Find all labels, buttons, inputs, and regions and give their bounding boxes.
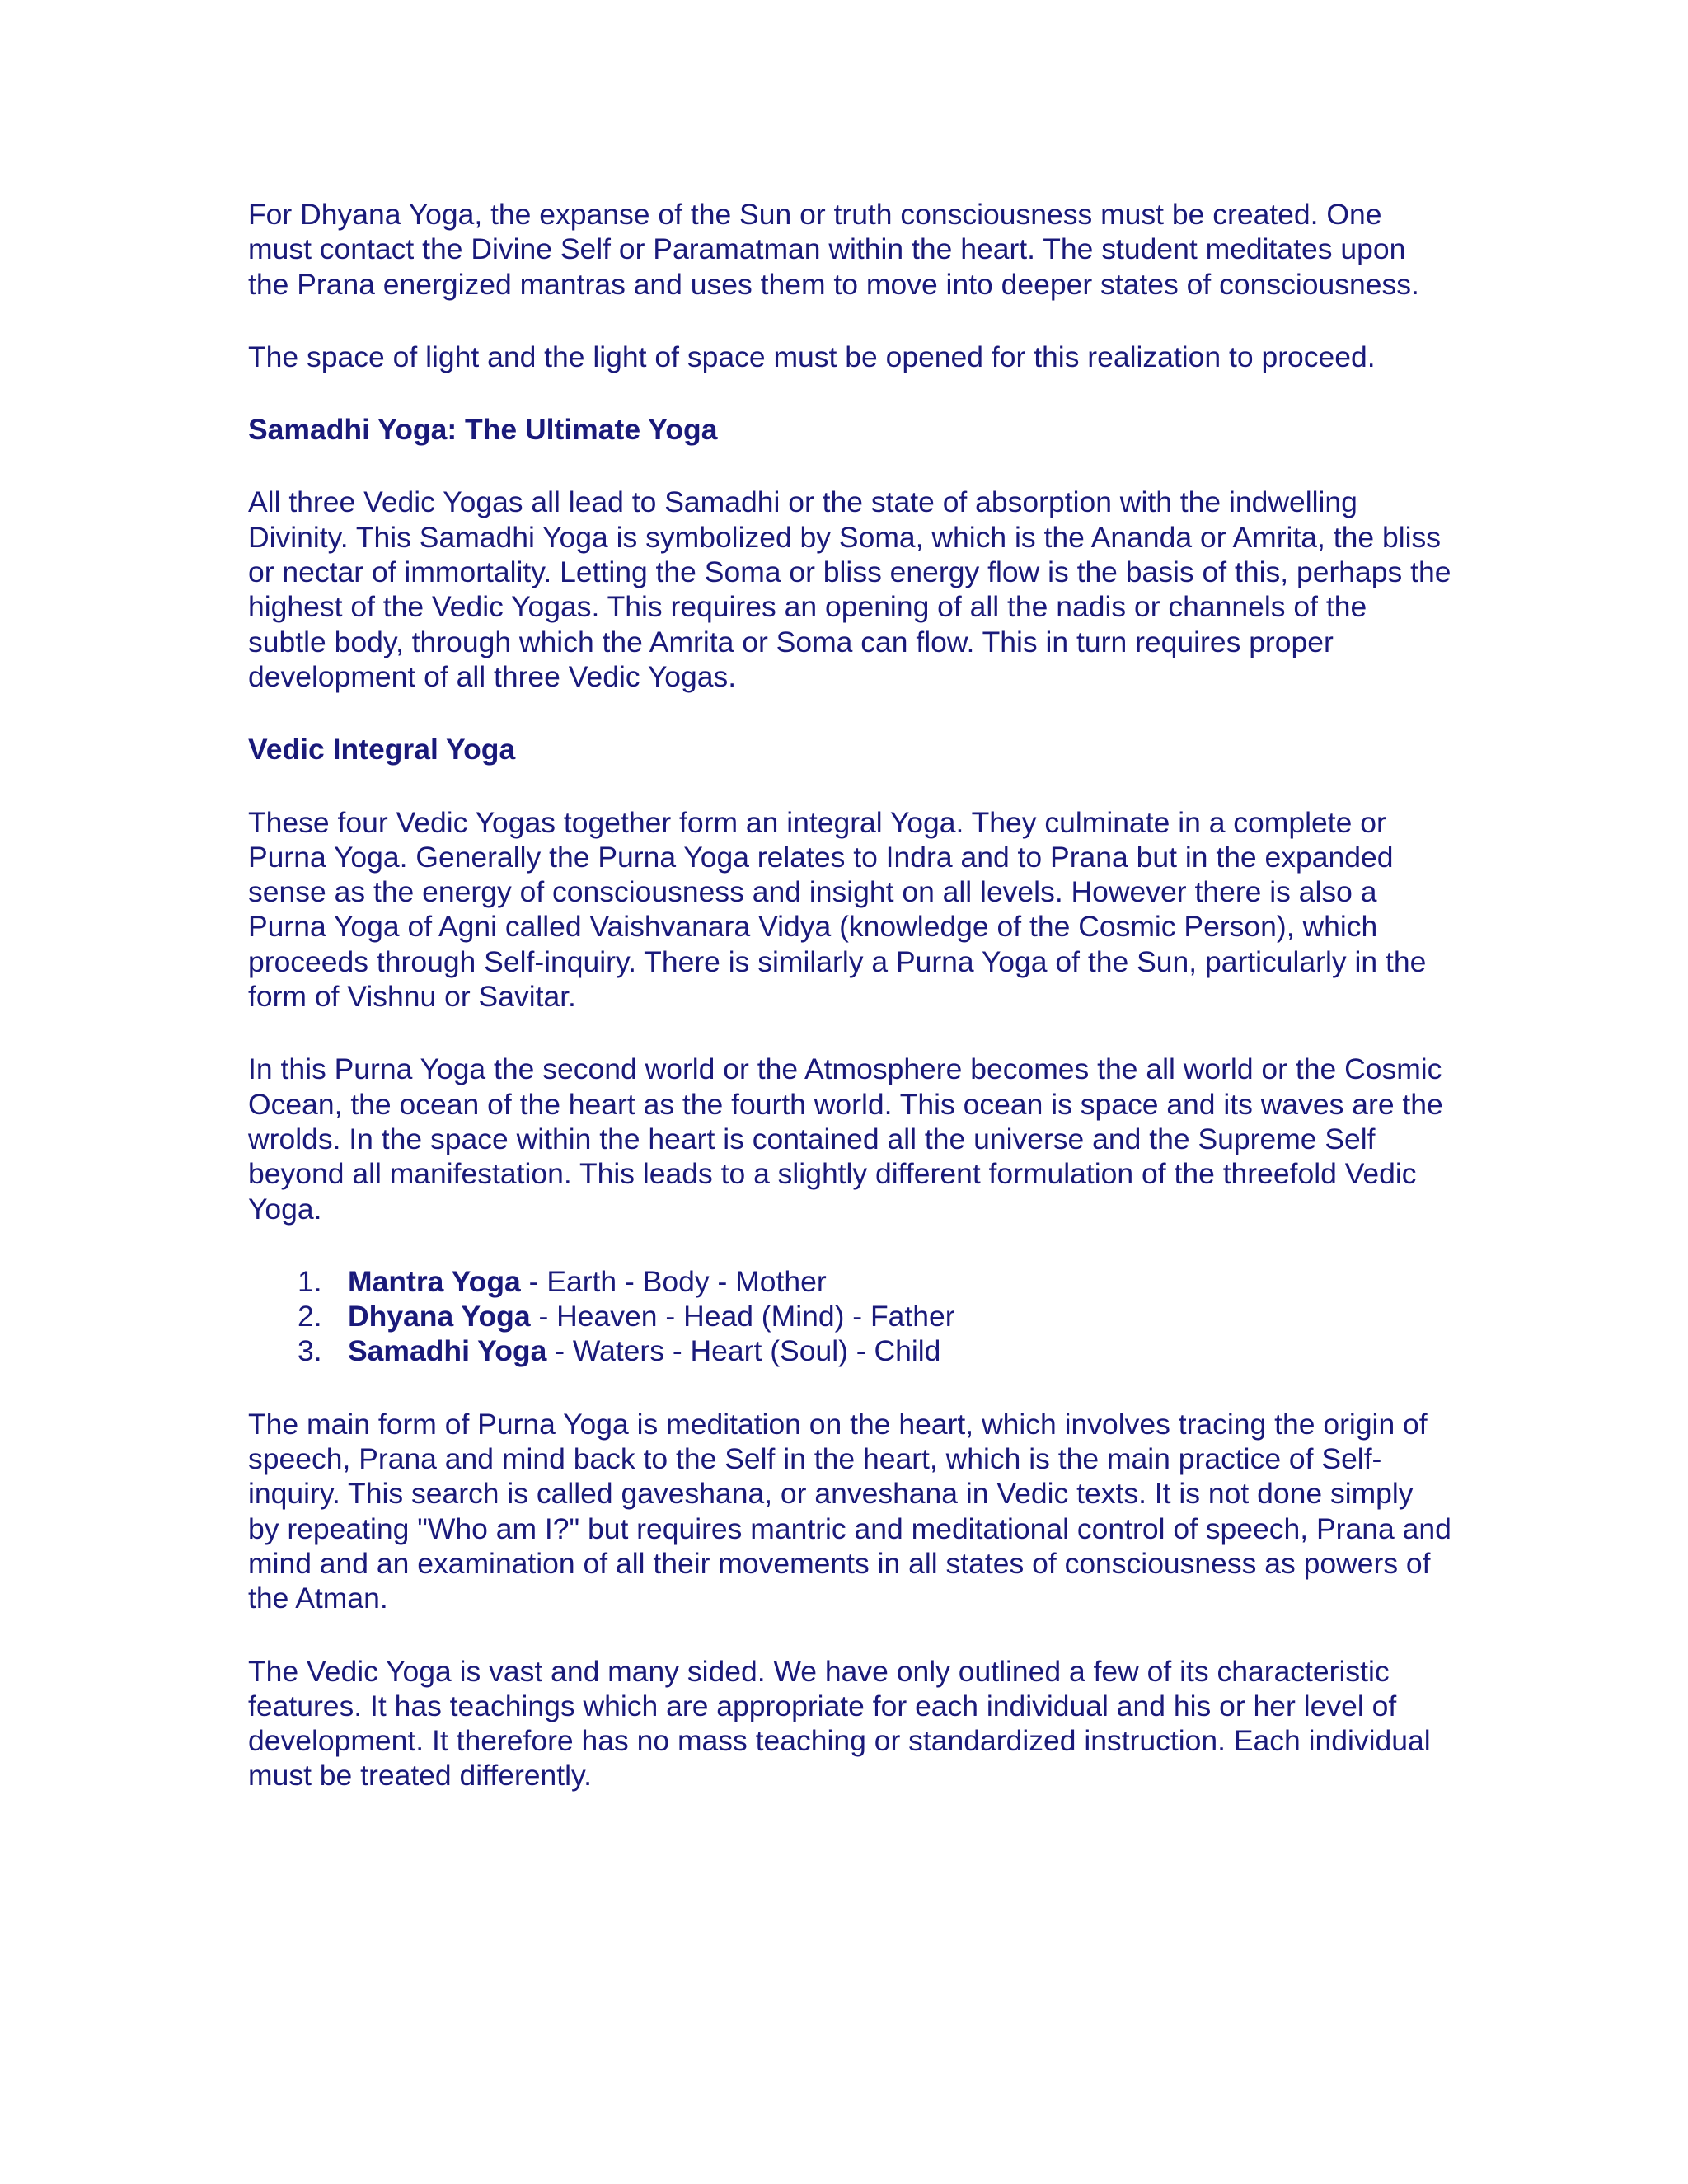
list-item-number: 2. bbox=[298, 1300, 322, 1333]
paragraph-purna-yoga: In this Purna Yoga the second world or the Atmosphere becomes the all world or the Cosmic Ocean, the ocean of the heart as the fourth world. This ocean is space and its waves are the wrolds. In the space within the heart is contained all the universe and the Supreme Self beyond all manifestation. This leads to a slightly different formulation of the threefold Vedic Yoga. bbox=[248, 1052, 1443, 1226]
list-item-number: 1. bbox=[298, 1264, 322, 1298]
heading-samadhi-yoga: Samadhi Yoga: The Ultimate Yoga bbox=[248, 413, 718, 447]
paragraph-space-of-light: The space of light and the light of space must be opened for this realization to proceed. bbox=[248, 340, 1376, 373]
paragraph-heart-meditation: The main form of Purna Yoga is meditation on the heart, which involves tracing the origin of speech, Prana and mind back to the Self in the heart, which is the main practice of Self-inquiry. This search is called gaveshana, or anveshana in Vedic texts. It is not done simply by repeating "Who am I?" but requires mantric and meditational control of speech, Prana and mind and an examination of all their movements in all states of consciousness as powers of the Atman. bbox=[248, 1407, 1451, 1615]
paragraph-samadhi: All three Vedic Yogas all lead to Samadhi or the state of absorption with the indwelling Divinity. This Samadhi Yoga is symbolized by Soma, which is the Ananda or Amrita, the bliss or nectar of immortality. Letting the Soma or bliss energy flow is the basis of this, perhaps the highest of the Vedic Yogas. This requires an opening of all the nadis or channels of the subtle body, through which the Amrita or Soma can flow. This in turn requires proper development of all three Vedic Yogas. bbox=[248, 485, 1451, 693]
list-item-detail: - Heaven - Head (Mind) - Father bbox=[530, 1300, 955, 1333]
list-item bbox=[248, 1333, 1451, 1368]
paragraph-dhyana-yoga: For Dhyana Yoga, the expanse of the Sun or truth consciousness must be created. One must contact the Divine Self or Paramatman within the heart. The student meditates upon the Prana energized mantras and uses them to move into deeper states of consciousness. bbox=[248, 198, 1419, 301]
list-item-detail: - Earth - Body - Mother bbox=[520, 1264, 827, 1298]
list-item-number: 3. bbox=[298, 1334, 322, 1368]
paragraph-vast-yoga: The Vedic Yoga is vast and many sided. We have only outlined a few of its characteristic features. It has teachings which are appropriate for each individual and his or her level of development. It therefore has no mass teaching or standardized instruction. Each individual must be treated differently. bbox=[248, 1654, 1431, 1793]
threefold-yoga-list bbox=[248, 1264, 1451, 1369]
list-item-name: Samadhi Yoga bbox=[348, 1334, 547, 1368]
list-item bbox=[248, 1299, 1451, 1333]
paragraph-integral-yoga: These four Vedic Yogas together form an integral Yoga. They culminate in a complete or Purna Yoga. Generally the Purna Yoga relates to Indra and to Prana but in the expanded sense as the energy of consciousness and insight on all levels. However there is also a Purna Yoga of Agni called Vaishvanara Vidya (knowledge of the Cosmic Person), which proceeds through Self-inquiry. There is similarly a Purna Yoga of the Sun, particularly in the form of Vishnu or Savitar. bbox=[248, 805, 1427, 1014]
list-item-name: Dhyana Yoga bbox=[348, 1300, 531, 1333]
document-body bbox=[248, 197, 1451, 1831]
list-item bbox=[248, 1264, 1451, 1299]
heading-vedic-integral-yoga: Vedic Integral Yoga bbox=[248, 733, 516, 766]
list-item-detail: - Waters - Heart (Soul) - Child bbox=[546, 1334, 941, 1368]
list-item-name: Mantra Yoga bbox=[348, 1264, 521, 1298]
